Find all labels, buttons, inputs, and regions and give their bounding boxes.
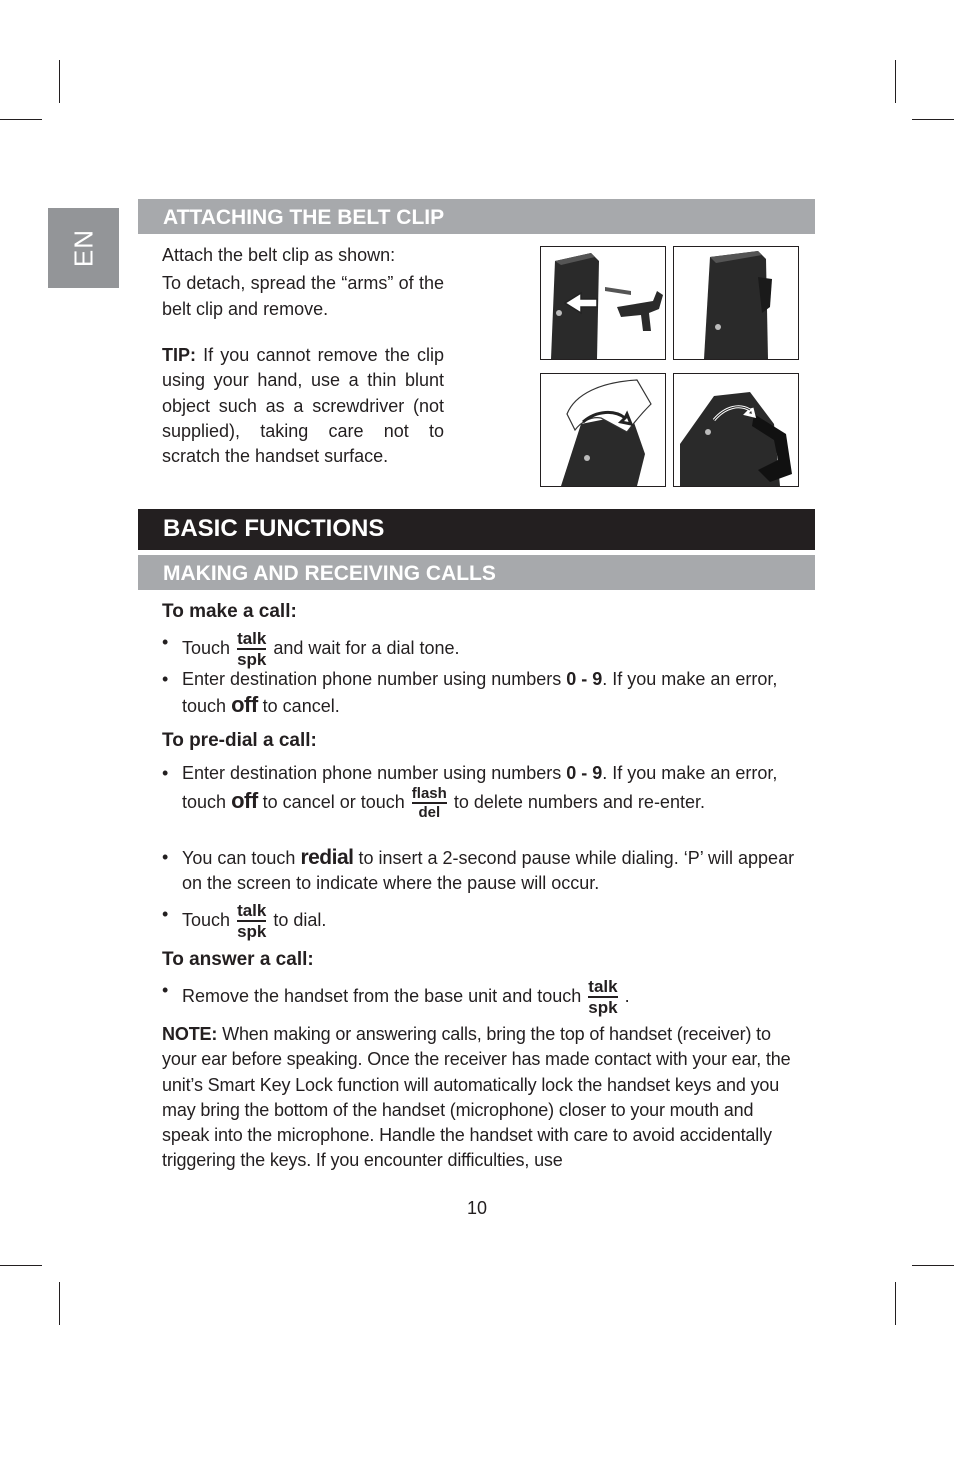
bullet-text: Remove the handset from the base unit and touch bbox=[182, 985, 582, 1006]
crop-mark bbox=[0, 119, 42, 120]
language-tab bbox=[48, 208, 119, 288]
belt-clip-photo-remove-hand bbox=[540, 373, 666, 487]
crop-mark bbox=[895, 1282, 896, 1325]
bullet-text: to dial. bbox=[273, 909, 327, 930]
redial-key-icon: redial bbox=[300, 846, 354, 869]
tip-label: TIP: bbox=[162, 345, 196, 365]
tip-text: If you cannot remove the clip using your hand, use a thin blunt object such as a screwdriver (not supplied), taking care not to scratch the handset surface. bbox=[162, 345, 444, 467]
crop-mark bbox=[895, 60, 896, 103]
key-label-bottom: spk bbox=[588, 998, 618, 1017]
bullet-text: . bbox=[624, 985, 630, 1006]
subsection-header-calls: MAKING AND RECEIVING CALLS bbox=[138, 555, 815, 590]
bullet-text: and wait for a dial tone. bbox=[273, 637, 460, 658]
heading-predial: To pre-dial a call: bbox=[162, 730, 317, 751]
belt-clip-photo-attached bbox=[673, 246, 799, 360]
bullet-text: Touch bbox=[182, 909, 231, 930]
language-label: EN bbox=[68, 228, 98, 268]
talk-spk-key-icon bbox=[237, 902, 266, 940]
belt-clip-instructions bbox=[162, 243, 444, 322]
bullet-text: Enter destination phone number using numbers bbox=[182, 763, 567, 783]
bullet-text: You can touch bbox=[182, 848, 296, 868]
key-label-bottom: spk bbox=[237, 650, 267, 669]
off-key-icon: off bbox=[231, 692, 258, 718]
bullet-text: to delete numbers and re-enter. bbox=[453, 792, 705, 813]
number-range: 0 - 9 bbox=[566, 669, 603, 689]
list-item bbox=[162, 845, 802, 897]
belt-clip-photo-remove-tool bbox=[673, 373, 799, 487]
key-label-bottom: spk bbox=[237, 922, 267, 941]
crop-mark bbox=[912, 119, 954, 120]
key-label-top: talk bbox=[237, 901, 267, 920]
bullet-text: Enter destination phone number using numbers bbox=[182, 669, 567, 689]
list-item bbox=[162, 978, 802, 1016]
attach-line: Attach the belt clip as shown: bbox=[162, 245, 396, 265]
note-label: NOTE: bbox=[162, 1024, 218, 1044]
list-item bbox=[162, 902, 802, 940]
note-text: When making or answering calls, bring the top of handset (receiver) to your ear before speaking. Once the receiver has made contact with your ear, the unit’s Smart Key Lock function will automatically lock the handset keys and you may bring the bottom of the handset (microphone) closer to your mouth and speak into the microphone. Handle the handset with care to avoid accidentally triggering the keys. If you encounter difficulties, use bbox=[162, 1024, 791, 1171]
off-key-icon: off bbox=[231, 788, 258, 814]
bullet-text: to cancel or touch bbox=[262, 792, 405, 813]
heading-make-call: To make a call: bbox=[162, 601, 297, 622]
belt-clip-photo-attach bbox=[540, 246, 666, 360]
talk-spk-key-icon bbox=[588, 978, 617, 1016]
list-item bbox=[162, 630, 802, 668]
crop-mark bbox=[912, 1265, 954, 1266]
bullet-text: . If you make an error, touch bbox=[182, 763, 778, 813]
section-header-basic-functions: BASIC FUNCTIONS bbox=[138, 509, 815, 550]
bullet-text: . If you make an error, touch bbox=[182, 669, 778, 717]
note-paragraph bbox=[162, 1022, 792, 1174]
key-label-top: talk bbox=[237, 629, 267, 648]
talk-spk-key-icon bbox=[237, 630, 266, 668]
bullet-text: to cancel. bbox=[262, 696, 340, 717]
crop-mark bbox=[59, 60, 60, 103]
crop-mark bbox=[0, 1265, 42, 1266]
section-header-belt-clip: ATTACHING THE BELT CLIP bbox=[138, 199, 815, 234]
key-label-bottom: del bbox=[418, 804, 441, 822]
number-range: 0 - 9 bbox=[566, 763, 603, 783]
detach-line: To detach, spread the “arms” of the belt clip and remove. bbox=[162, 273, 444, 319]
list-item bbox=[162, 761, 802, 820]
heading-answer-call: To answer a call: bbox=[162, 949, 314, 970]
bullet-text: Touch bbox=[182, 637, 231, 658]
key-label-top: talk bbox=[588, 977, 618, 996]
tip-paragraph bbox=[162, 343, 444, 469]
key-label-top: flash bbox=[411, 785, 447, 803]
page-number: 10 bbox=[466, 1198, 488, 1218]
crop-mark bbox=[59, 1282, 60, 1325]
bullet-text: to insert a 2-second pause while dialing. ‘P’ will appear on the screen to indicate where the pause will occur. bbox=[182, 848, 795, 894]
list-item bbox=[162, 667, 802, 720]
flash-del-key-icon bbox=[412, 786, 447, 820]
